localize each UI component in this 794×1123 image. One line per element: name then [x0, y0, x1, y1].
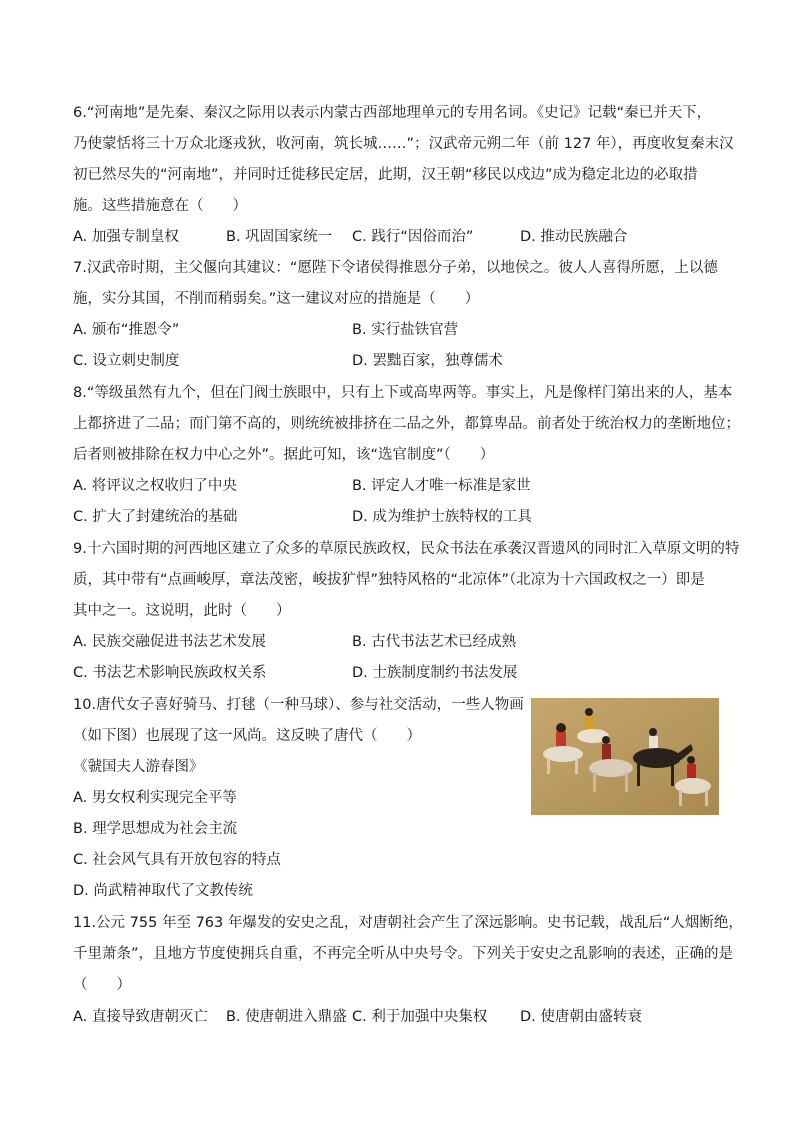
q8-option-c: C. 扩大了封建统治的基础 — [73, 509, 238, 525]
q11-option-a: A. 直接导致唐朝灭亡 — [73, 1009, 208, 1025]
q7-option-b: B. 实行盐铁官营 — [352, 322, 459, 338]
q8-stem-line-3: 后者则被排除在权力中心之外”。据此可知，该“选官制度”（ ） — [73, 447, 495, 463]
q6-option-d: D. 推动民族融合 — [520, 229, 628, 245]
q6-stem-line-1: 6.“河南地”是先秦、秦汉之际用以表示内蒙古西部地理单元的专用名词。《史记》记载“秦已并天下， — [73, 105, 712, 121]
q11-stem-line-2: 千里萧条”，且地方节度使拥兵自重，不再完全听从中央号令。下列关于安史之乱影响的表述，正确的是 — [73, 946, 734, 962]
q10-stem-line-2: （如下图）也展现了这一风尚。这反映了唐代（ ） — [73, 728, 421, 744]
q8-option-a: A. 将评议之权收归了中央 — [73, 478, 237, 494]
q10-painting-caption: 《虢国夫人游春图》 — [73, 759, 204, 775]
q10-option-b: B. 理学思想成为社会主流 — [73, 821, 238, 837]
q7-option-a: A. 颁布“推恩令” — [73, 322, 180, 338]
q10-stem-line-1: 10.唐代女子喜好骑马、打毬（一种马球）、参与社交活动，一些人物画 — [73, 697, 524, 713]
q9-option-a: A. 民族交融促进书法艺术发展 — [73, 634, 266, 650]
q11-option-d: D. 使唐朝由盛转衰 — [520, 1009, 642, 1025]
q7-stem-line-1: 7.汉武帝时期，主父偃向其建议：“愿陛下令诸侯得推恩分子弟，以地侯之。彼人人喜得所愿，上以德 — [73, 260, 718, 276]
q11-stem-line-1: 11.公元 755 年至 763 年爆发的安史之乱，对唐朝社会产生了深远影响。史书记载，战乱后“人烟断绝， — [73, 915, 743, 931]
q8-stem-line-1: 8.“等级虽然有九个，但在门阀士族眼中，只有上下或高卑两等。事实上，凡是像样门第出来的人，基本 — [73, 385, 733, 401]
q9-stem-line-3: 其中之一。这说明，此时（ ） — [73, 603, 291, 619]
q10-option-d: D. 尚武精神取代了文教传统 — [73, 883, 253, 899]
q8-option-b: B. 评定人才唯一标准是家世 — [352, 478, 531, 494]
q10-option-a: A. 男女权利实现完全平等 — [73, 790, 237, 806]
q7-stem-line-2: 施，实分其国，不削而稍弱矣。”这一建议对应的措施是（ ） — [73, 291, 480, 307]
q6-stem-line-4: 施。这些措施意在（ ） — [73, 198, 247, 214]
q6-option-c: C. 践行“因俗而治” — [352, 229, 474, 245]
q10-option-c: C. 社会风气具有开放包容的特点 — [73, 852, 281, 868]
q6-stem-line-2: 乃使蒙恬将三十万众北逐戎狄，收河南，筑长城……”；汉武帝元朔二年（前 127 年），再度收复秦末汉 — [73, 136, 734, 152]
q8-option-d: D. 成为维护士族特权的工具 — [352, 509, 532, 525]
q6-option-a: A. 加强专制皇权 — [73, 229, 179, 245]
q6-option-b: B. 巩固国家统一 — [226, 229, 333, 245]
q9-option-d: D. 士族制度制约书法发展 — [352, 665, 518, 681]
q9-option-b: B. 古代书法艺术已经成熟 — [352, 634, 517, 650]
q7-option-d: D. 罢黜百家，独尊儒术 — [352, 353, 503, 369]
q6-stem-line-3: 初已然尽失的“河南地”，并同时迁徙移民定居，此期，汉王朝“移民以戍边”成为稳定北边的必取措 — [73, 167, 698, 183]
q11-stem-line-3: （ ） — [73, 977, 131, 993]
painting-image — [531, 698, 719, 815]
q9-option-c: C. 书法艺术影响民族政权关系 — [73, 665, 267, 681]
q7-option-c: C. 设立刺史制度 — [73, 353, 180, 369]
q11-option-b: B. 使唐朝进入鼎盛 — [226, 1009, 347, 1025]
q9-stem-line-2: 质，其中带有“点画峻厚，章法茂密，峻拔犷悍”独特风格的“北凉体”（北凉为十六国政权之一）即是 — [73, 572, 705, 588]
q8-stem-line-2: 上都挤进了二品；而门第不高的，则统统被排挤在二品之外，都算卑品。前者处于统治权力的垄断地位； — [73, 416, 740, 432]
q9-stem-line-1: 9.十六国时期的河西地区建立了众多的草原民族政权，民众书法在承袭汉晋遗风的同时汇入草原文明的特 — [73, 541, 740, 557]
q11-option-c: C. 利于加强中央集权 — [352, 1009, 488, 1025]
